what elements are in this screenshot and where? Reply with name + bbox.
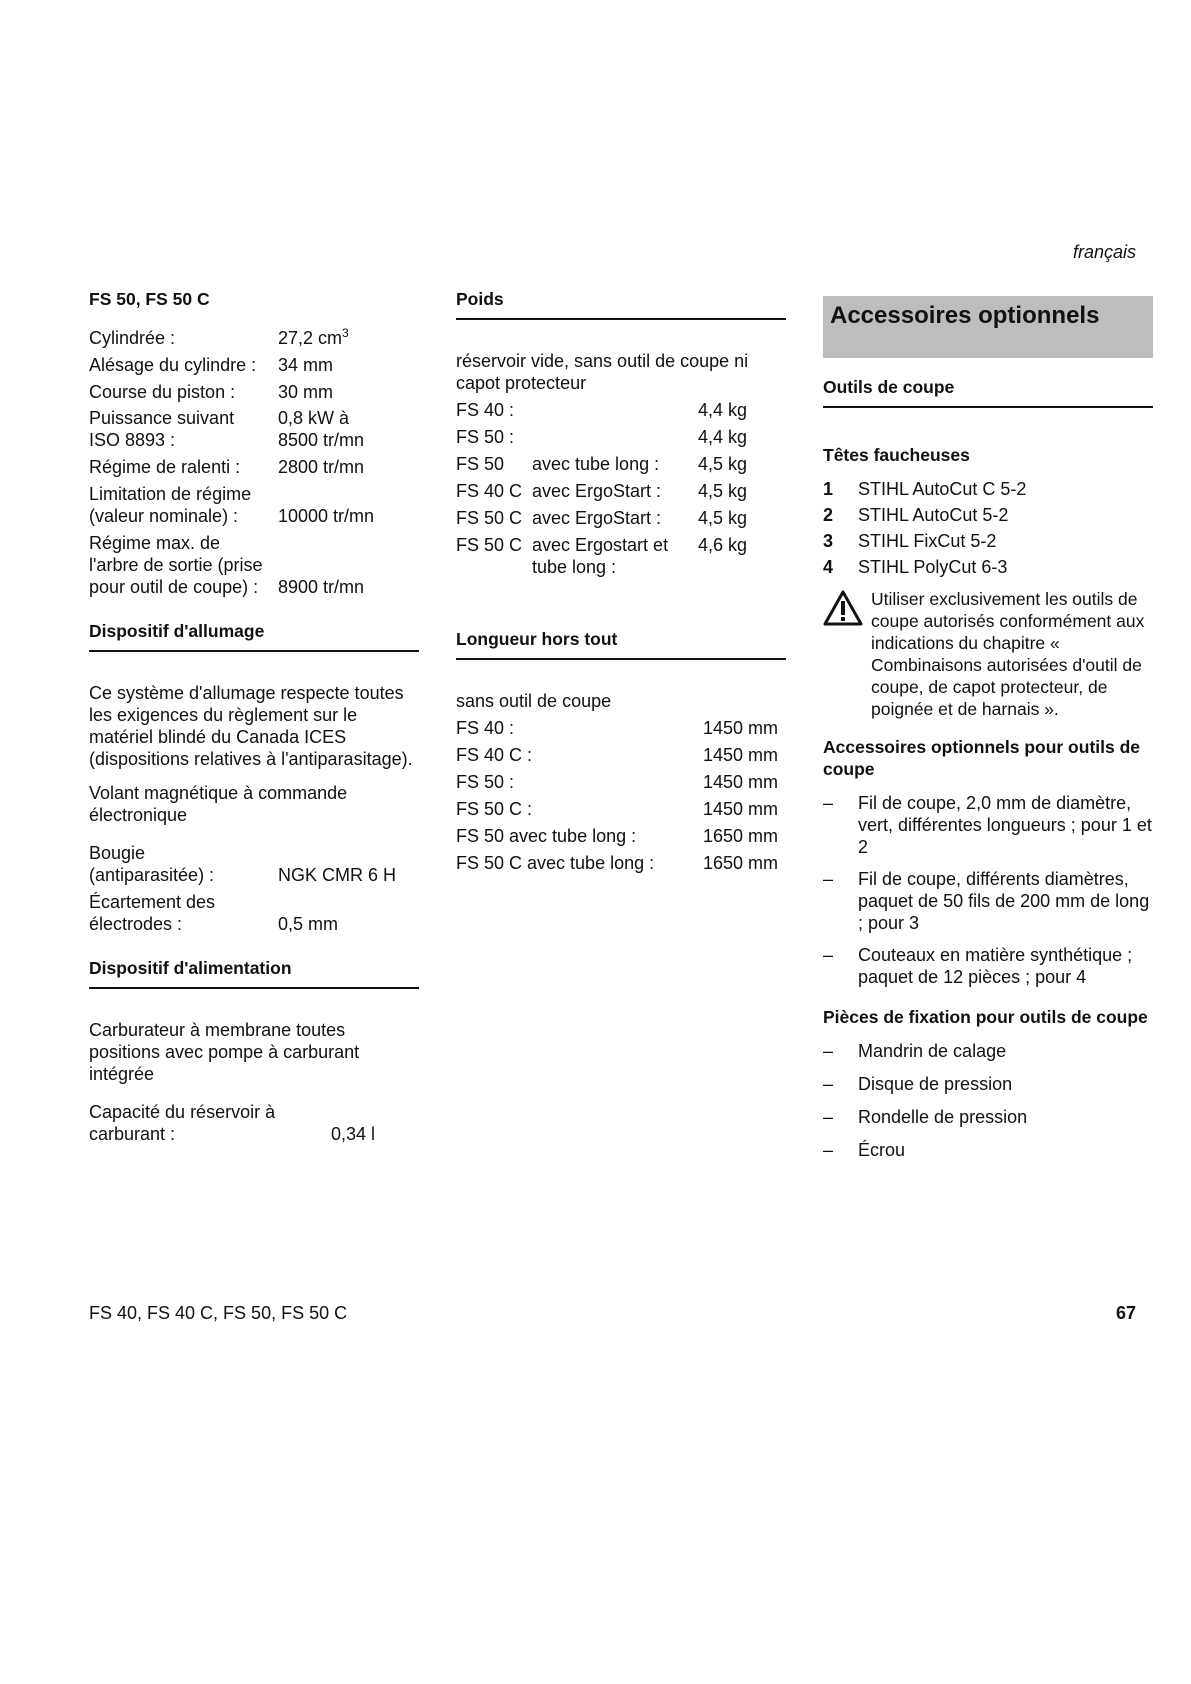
spec-label: Puissance suivant: [89, 408, 235, 428]
weight-row: [456, 453, 786, 475]
column-specs: [89, 288, 419, 1145]
spec-label: électrodes :: [89, 914, 183, 934]
footer-models: FS 40, FS 40 C, FS 50, FS 50 C: [89, 1303, 348, 1323]
spec-row: [89, 327, 419, 349]
dash-bullet: –: [823, 1074, 834, 1094]
spec-row: [89, 429, 419, 451]
item-number: 2: [823, 505, 834, 525]
section-title-model: FS 50, FS 50 C: [89, 289, 210, 309]
item-text: Mandrin de calage: [858, 1041, 1007, 1061]
spec-value: 34 mm: [278, 355, 334, 375]
tank-capacity-label: Capacité du réservoir à: [89, 1102, 276, 1122]
column-weight-length: [456, 288, 786, 874]
page-number: 67: [1115, 1303, 1136, 1323]
list-item: [823, 530, 1153, 552]
model-label: FS 50 avec tube long :: [456, 826, 637, 846]
spec-row: [89, 381, 419, 403]
section-title-length: Longueur hors tout: [456, 628, 786, 660]
spec-value: 30 mm: [278, 382, 334, 402]
spec-label: pour outil de coupe) :: [89, 577, 259, 597]
item-text: Disque de pression: [858, 1074, 1013, 1094]
spec-row: [89, 842, 419, 864]
dash-bullet: –: [823, 1107, 834, 1127]
item-text: STIHL AutoCut 5-2: [858, 505, 1009, 525]
item-text: Rondelle de pression: [858, 1107, 1028, 1127]
list-item: [823, 1073, 1153, 1095]
length-row: [456, 825, 778, 847]
spec-row: [89, 354, 419, 376]
ignition-description: Ce système d'allumage respecte toutes les exigences du règlement sur le matériel blindé du Canada ICES (dispositions relatives à l'antiparasitage).: [89, 683, 413, 769]
variant-label: avec Ergostart et tube long :: [532, 535, 669, 577]
length-row: [456, 852, 778, 874]
dash-bullet: –: [823, 945, 834, 965]
weight-value: 4,6 kg: [698, 535, 748, 555]
variant-label: [532, 426, 698, 448]
subsection-title-accessories: Accessoires optionnels pour outils de coupe: [823, 737, 1141, 779]
weight-value: 4,4 kg: [698, 400, 748, 420]
spec-row: [89, 532, 419, 554]
warning-note: [823, 588, 1153, 720]
length-value: 1650 mm: [702, 853, 778, 873]
weight-row: [456, 534, 786, 578]
weight-value: 4,5 kg: [698, 481, 748, 501]
variant-label: avec tube long :: [532, 454, 660, 474]
spec-value: NGK CMR 6 H: [278, 865, 397, 885]
section-title-cutting-tools: Outils de coupe: [823, 376, 1153, 408]
list-item: [823, 556, 1153, 578]
model-label: FS 50 C :: [456, 799, 533, 819]
dash-bullet: –: [823, 869, 834, 889]
list-item: [823, 478, 1153, 500]
item-number: 4: [823, 557, 834, 577]
spec-label: (valeur nominale) :: [89, 506, 239, 526]
spec-value: 8900 tr/mn: [278, 577, 365, 597]
list-item: [823, 868, 1153, 934]
spec-row: [89, 456, 419, 478]
weight-row: [456, 426, 786, 448]
model-label: FS 50 C: [456, 535, 523, 555]
weight-value: 4,4 kg: [698, 427, 748, 447]
language-label: français: [1072, 242, 1136, 262]
model-label: FS 50 C avec tube long :: [456, 853, 655, 873]
section-title-ignition: Dispositif d'allumage: [89, 620, 419, 652]
spec-row: [89, 913, 419, 935]
section-banner: Accessoires optionnels: [823, 296, 1153, 358]
length-value: 1450 mm: [702, 745, 778, 765]
superscript: 3: [342, 326, 349, 340]
model-label: FS 40 C :: [456, 745, 533, 765]
dash-bullet: –: [823, 793, 834, 813]
list-item: [823, 944, 1153, 988]
spec-label: Écartement des: [89, 892, 216, 912]
spec-row: [89, 891, 419, 913]
length-value: 1650 mm: [702, 826, 778, 846]
length-row: [456, 717, 778, 739]
spec-label: (antiparasitée) :: [89, 865, 215, 885]
list-item: [823, 792, 1153, 858]
model-label: FS 50 C: [456, 508, 523, 528]
warning-text: Utiliser exclusivement les outils de coupe autorisés conformément aux indications du chapitre « Combinaisons autorisées d'outil de coupe, de capot protecteur, de poignée et de harnais ».: [871, 589, 1145, 719]
dash-bullet: –: [823, 1041, 834, 1061]
weight-row: [456, 399, 786, 421]
subsection-title-fixings: Pièces de fixation pour outils de coupe: [823, 1007, 1148, 1027]
spec-row: [89, 864, 419, 886]
variant-label: avec ErgoStart :: [532, 508, 662, 528]
list-item: [823, 504, 1153, 526]
spec-value: 0,8 kW à: [278, 408, 350, 428]
item-text: Fil de coupe, 2,0 mm de diamètre, vert, différentes longueurs ; pour 1 et 2: [858, 793, 1152, 857]
item-text: Écrou: [858, 1140, 906, 1160]
variant-label: [532, 399, 698, 421]
spec-label: Régime de ralenti :: [89, 457, 241, 477]
weight-value: 4,5 kg: [698, 508, 748, 528]
spec-value: 2800 tr/mn: [278, 457, 365, 477]
weight-row: [456, 507, 786, 529]
spec-row: [89, 1123, 419, 1145]
spec-value: 0,5 mm: [278, 914, 339, 934]
fuel-description: Carburateur à membrane toutes positions avec pompe à carburant intégrée: [89, 1020, 360, 1084]
spec-row: [89, 505, 419, 527]
model-label: FS 40 :: [456, 718, 515, 738]
item-number: 3: [823, 531, 834, 551]
item-text: STIHL PolyCut 6-3: [858, 557, 1008, 577]
length-row: [456, 744, 778, 766]
length-value: 1450 mm: [702, 718, 778, 738]
spec-row: [89, 483, 419, 505]
weight-intro: réservoir vide, sans outil de coupe ni capot protecteur: [456, 351, 749, 393]
item-text: Couteaux en matière synthétique ; paquet de 12 pièces ; pour 4: [858, 945, 1133, 987]
spec-label: l'arbre de sortie (prise: [89, 555, 263, 575]
spec-label: Bougie: [89, 843, 146, 863]
length-value: 1450 mm: [702, 799, 778, 819]
length-row: [456, 771, 778, 793]
spec-label: Cylindrée :: [89, 328, 176, 348]
column-accessories: [823, 296, 1153, 1161]
spec-label: Régime max. de: [89, 533, 221, 553]
dash-bullet: –: [823, 1140, 834, 1160]
subsection-title-heads: Têtes faucheuses: [823, 445, 970, 465]
ignition-flywheel: Volant magnétique à commande électronique: [89, 783, 348, 825]
spec-row: [89, 407, 419, 429]
spec-value: [278, 483, 419, 505]
warning-icon: [823, 588, 871, 720]
spec-value: [278, 842, 419, 864]
model-label: FS 50 :: [456, 772, 515, 792]
spec-label: Alésage du cylindre :: [89, 355, 257, 375]
spec-label: Limitation de régime: [89, 484, 252, 504]
model-label: FS 40 :: [456, 400, 515, 420]
item-number: 1: [823, 479, 834, 499]
spec-row: [89, 554, 419, 576]
spec-label: carburant :: [89, 1124, 176, 1144]
variant-label: avec ErgoStart :: [532, 481, 662, 501]
spec-value: 0,34 l: [331, 1124, 376, 1144]
weight-value: 4,5 kg: [698, 454, 748, 474]
spec-value: [278, 554, 419, 576]
spec-value: [278, 532, 419, 554]
spec-value: 8500 tr/mn: [278, 430, 365, 450]
length-intro: sans outil de coupe: [456, 691, 612, 711]
spec-value: [278, 891, 419, 913]
section-title-fuel: Dispositif d'alimentation: [89, 957, 419, 989]
item-text: STIHL AutoCut C 5-2: [858, 479, 1027, 499]
spec-value: 10000 tr/mn: [278, 506, 375, 526]
model-label: FS 50: [456, 454, 505, 474]
item-text: Fil de coupe, différents diamètres, paquet de 50 fils de 200 mm de long ; pour 3: [858, 869, 1150, 933]
spec-label: Course du piston :: [89, 382, 236, 402]
list-item: [823, 1139, 1153, 1161]
weight-row: [456, 480, 786, 502]
list-item: [823, 1040, 1153, 1062]
model-label: FS 40 C: [456, 481, 523, 501]
model-label: FS 50 :: [456, 427, 515, 447]
list-item: [823, 1106, 1153, 1128]
spec-row: [89, 576, 419, 598]
length-value: 1450 mm: [702, 772, 778, 792]
spec-label: ISO 8893 :: [89, 430, 176, 450]
spec-value: 27,2 $cm^3$: [278, 326, 349, 348]
item-text: STIHL FixCut 5-2: [858, 531, 997, 551]
length-row: [456, 798, 778, 820]
section-title-weight: Poids: [456, 288, 786, 320]
